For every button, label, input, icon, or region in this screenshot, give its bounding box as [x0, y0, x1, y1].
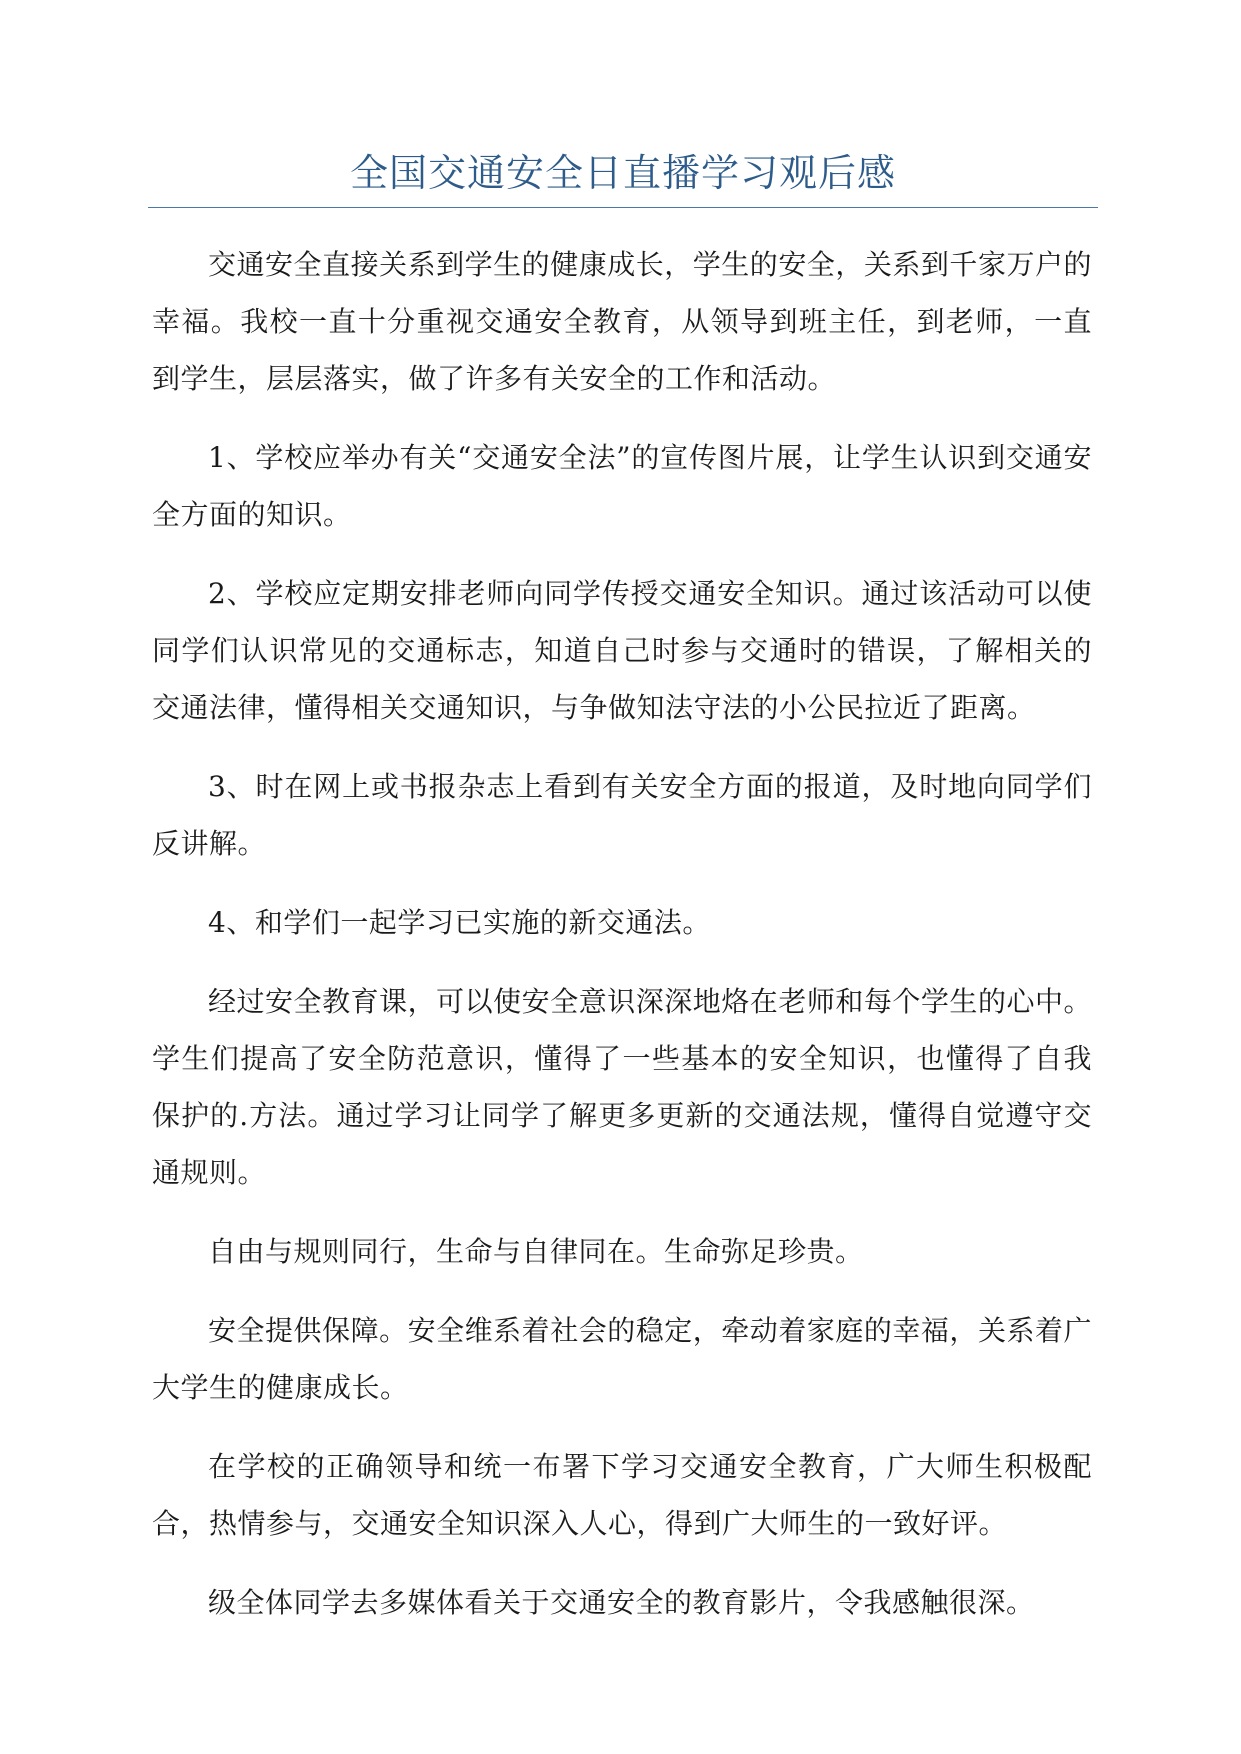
paragraph-point-1: 1、学校应举办有关“交通安全法”的宣传图片展，让学生认识到交通安全方面的知识。: [152, 441, 1092, 531]
title-underline: [148, 207, 1098, 208]
paragraph-point-2: 2、学校应定期安排老师向同学传授交通安全知识。通过该活动可以使同学们认识常见的交通标志，知道自己时参与交通时的错误，了解相关的交通法律，懂得相关交通知识，与争做知法守法的小公民拉近了距离。: [152, 577, 1092, 724]
paragraph-point-4: 4、和学们一起学习已实施的新交通法。: [208, 906, 711, 939]
document-title: 全国交通安全日直播学习观后感: [349, 151, 896, 195]
paragraph-point-3: 3、时在网上或书报杂志上看到有关安全方面的报道，及时地向同学们反讲解。: [152, 770, 1092, 860]
paragraph-multimedia-film: 级全体同学去多媒体看关于交通安全的教育影片，令我感触很深。: [208, 1586, 1035, 1619]
paragraph-intro: 交通安全直接关系到学生的健康成长，学生的安全，关系到千家万户的幸福。我校一直十分重视交通安全教育，从领导到班主任，到老师，一直到学生，层层落实，做了许多有关安全的工作和活动。: [152, 248, 1092, 395]
paragraph-school-leadership: 在学校的正确领导和统一布署下学习交通安全教育，广大师生积极配合，热情参与，交通安全知识深入人心，得到广大师生的一致好评。: [152, 1450, 1092, 1540]
paragraph-safety-guarantee: 安全提供保障。安全维系着社会的稳定，牵动着家庭的幸福，关系着广大学生的健康成长。: [152, 1314, 1092, 1404]
document-body: [152, 236, 1092, 1653]
paragraph-freedom-rules: 自由与规则同行，生命与自律同在。生命弥足珍贵。: [208, 1235, 864, 1268]
paragraph-education-outcome: 经过安全教育课，可以使安全意识深深地烙在老师和每个学生的心中。学生们提高了安全防范意识，懂得了一些基本的安全知识，也懂得了自我保护的.方法。通过学习让同学了解更多更新的交通法规，懂得自觉遵守交通规则。: [152, 985, 1092, 1189]
